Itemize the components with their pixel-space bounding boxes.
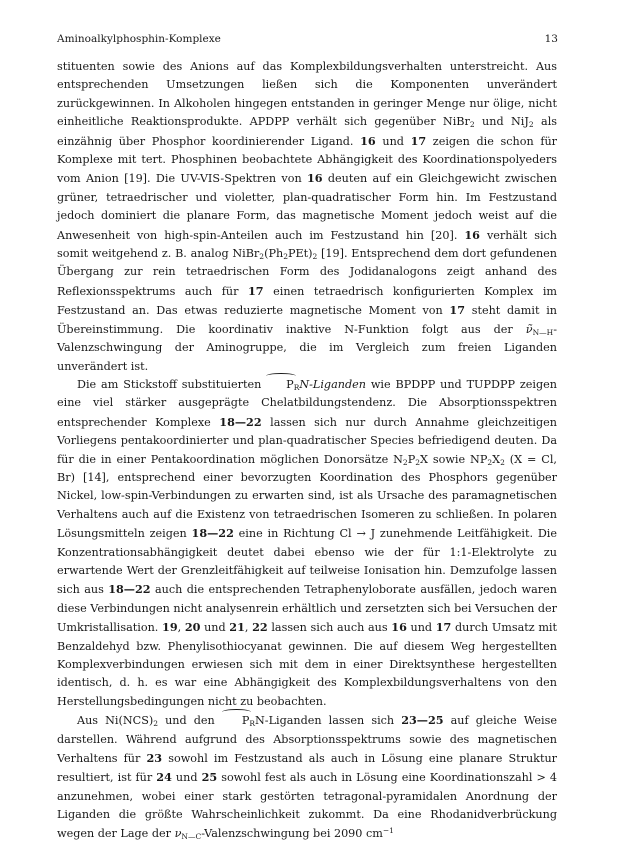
compound-number: 17 (410, 133, 427, 148)
subscript: 2 (415, 457, 421, 467)
subscript: R (293, 382, 300, 392)
compound-number: 18—22 (191, 526, 234, 541)
text-run: deuten auf ein Gleichgewicht zwischen grüner, tetraedrischer und violetter, plan-quadratischer Form hin. Im Festzustand jedoch dominiert die planare Form, das magnetische Moment jedoch weist auf die Anwesenheit von high-spin-Anteilen auch im Festzustand hin [20]. (57, 172, 557, 242)
text-run: X sowie NP (420, 452, 488, 466)
compound-number: 16 (360, 133, 376, 148)
compound-number: 24 (156, 770, 172, 785)
text-run: und (200, 621, 230, 635)
text-run: verhält sich somit weitgehend z. B. analog NiBr (57, 228, 557, 261)
text-run: (Ph (264, 247, 284, 261)
compound-number: 18—22 (108, 582, 151, 597)
text-run: -Valenzschwingung der Aminogruppe, die im Vergleich zum freien Liganden unverändert ist. (57, 322, 557, 373)
subscript: 2 (487, 457, 493, 467)
superscript: −1 (382, 825, 394, 835)
compound-number: 16 (464, 227, 480, 242)
running-title: Aminoalkylphosphin-Komplexe (57, 33, 221, 45)
ligand-symbol: P (266, 376, 294, 394)
text-run: durch Umsatz mit Benzaldehyd bzw. Phenylisothiocyanat gewinnen. Die auf diesem Weg hergestellten Komplexverbindungen erwiesen sich mit dem in einer Direktsynthese hergestellten identisch, d. h. es war eine Abhängigkeit des Komplexbildungsverhaltens von den Herstellungsbedingungen nicht zu beobachten. (57, 621, 558, 708)
text-run: als einzähnig über Phosphor koordinierender Ligand. (57, 115, 558, 148)
subscript: 2 (312, 252, 318, 262)
text-run: sowohl fest als auch in Lösung eine Koordinationszahl > 4 anzunehmen, wobei einer stark gestörten tetragonal-pyramidalen Anordnung der Liganden die größte Wahrscheinlichkeit zukommt. Da eine Rhodanidverbrückung wegen der Lage der (57, 771, 558, 840)
text-run: Die am Stickstoff substituierten (77, 377, 267, 391)
subscript: N—H (532, 327, 554, 337)
subscript: 2 (259, 252, 265, 262)
compound-number: 16 (391, 620, 407, 635)
text-run: , (244, 621, 253, 635)
paragraph-2 (57, 376, 557, 711)
text-run: auf gleiche Weise darstellen. Während aufgrund des Absorptionsspektrums sowie des magnetischen Verhaltens für (57, 714, 557, 766)
ligand-symbol: P (222, 712, 250, 730)
compound-number: 19 (162, 620, 178, 635)
text-run: (X = Cl, Br) [14], entsprechend einer bevorzugten Koordination des Phosphors gegenüber Nickel, low-spin-Verbindungen zu erwarten sind, ist als Ursache des paramagnetischen Verhaltens auch auf die Existenz von tetraedrischen Isomeren zu schließen. In polaren Lösungsmitteln zeigen (57, 452, 557, 541)
text-run: [19]. Entsprechend dem dort gefundenen Übergang zur rein tetraedrischen Form des Jodidanalogons zeigt anhand des Reflexionsspektrums auch für (57, 247, 558, 298)
text-run: und (171, 771, 202, 785)
text-run: und (375, 134, 411, 148)
running-head (57, 33, 558, 47)
paragraph-1 (57, 58, 557, 376)
subscript: 2 (153, 719, 158, 729)
compound-number: 17 (449, 303, 465, 318)
italic-text: ν (174, 826, 182, 840)
text-run: -Valenzschwingung bei 2090 cm (201, 826, 383, 840)
text-run: lassen sich nur durch Annahme gleichzeitigen Vorliegens pentakoordinierter und plan-quadratischer Species befriedigend deuten. Da für die in einer Pentakoordination möglichen Donorsätze N (57, 415, 557, 466)
text-run: lassen sich auch aus (267, 621, 392, 635)
page-number: 13 (544, 33, 558, 45)
text-run: N-Liganden lassen sich (255, 714, 402, 728)
text-run: einen tetraedrisch konfigurierten Komplex im Festzustand an. Das etwas reduzierte magnetische Moment von (57, 284, 558, 318)
text-run: stituenten sowie des Anions auf das Komplexbildungsverhalten unterstreicht. Aus entsprechenden Umsetzungen ließen sich die Komponenten unverändert zurückgewinnen. In Alkoholen hingegen entstanden in geringer Menge nur ölige, nicht einheitliche Reaktionsprodukte. APDPP verhält sich gegenüber NiBr (57, 60, 557, 129)
compound-number: 22 (252, 620, 268, 635)
italic-text: N-Liganden (299, 377, 366, 391)
text-run: , (177, 621, 185, 635)
compound-number: 23 (146, 751, 163, 766)
paragraph-3 (57, 711, 557, 843)
text-run: und den (158, 714, 222, 728)
italic-text: ν̃ (525, 322, 533, 336)
compound-number: 21 (229, 620, 245, 635)
text-run: eine in Richtung Cl → J zunehmende Leitfähigkeit. Die Konzentrationsabhängigkeit deutet dabei ebenso wie der für 1:1-Elektrolyte zu erwartende Wert der Grenzleitfähigkeit auf teilweise Ionisation hin. Demzufolge lassen sich aus (57, 527, 557, 597)
subscript: N—C (181, 831, 202, 841)
compound-number: 17 (435, 620, 452, 635)
subscript: 2 (469, 120, 475, 130)
subscript: 2 (500, 457, 505, 467)
text-run: auch die entsprechenden Tetraphenyloborate ausfällen, jedoch waren diese Verbindungen nicht analysenrein erhältlich und zersetzten sich bei Versuchen der Umkristallisation. (57, 583, 557, 635)
subscript: 2 (283, 252, 288, 262)
subscript: 2 (528, 120, 534, 130)
compound-number: 17 (248, 283, 264, 298)
text-run: wie BPDPP und TUPDPP zeigen eine viel stärker ausgeprägte Chelatbildungstendenz. Die Absorptionsspektren entsprechender Komplexe (57, 377, 557, 429)
text-run: PEt) (287, 247, 313, 261)
compound-number: 25 (201, 770, 218, 785)
subscript: R (249, 719, 255, 729)
text-run: und (406, 621, 436, 635)
compound-number: 20 (184, 620, 201, 635)
compound-number: 16 (306, 171, 323, 186)
compound-number: 23—25 (401, 713, 444, 728)
text-run: P (407, 452, 416, 466)
compound-number: 18—22 (219, 414, 262, 429)
text-run: sowohl im Festzustand als auch in Lösung eine planare Struktur resultiert, ist für (57, 752, 558, 785)
text-run: und NiJ (474, 115, 529, 129)
text-run: X (492, 452, 501, 466)
subscript: 2 (402, 457, 408, 467)
text-run: zeigen die schon für Komplexe mit tert. Phosphinen beobachtete Abhängigkeit des Koordinationspolyeders vom Anion [19]. Die UV-VIS-Spektren von (57, 134, 558, 186)
body-text (57, 58, 557, 843)
text-run: steht damit in Übereinstimmung. Die koordinativ inaktive N-Funktion folgt aus der (57, 304, 557, 336)
text-run: Aus Ni(NCS) (77, 714, 154, 728)
